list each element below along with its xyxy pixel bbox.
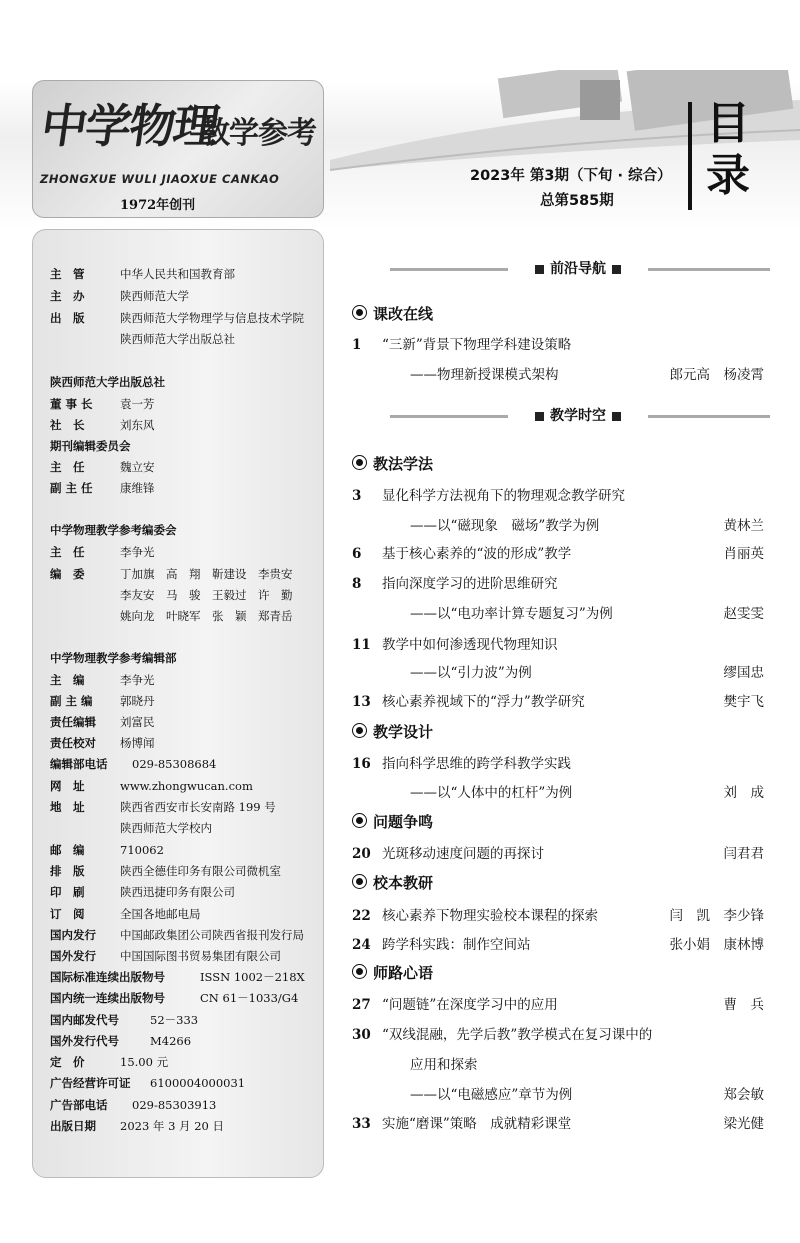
info-label: 副 主 编 <box>50 694 93 708</box>
page-number: 6 <box>352 546 362 562</box>
info-row <box>50 417 155 433</box>
info-label: 出版日期 <box>50 1119 96 1133</box>
info-value: 陕西师范大学校内 <box>120 821 212 835</box>
category-heading <box>352 303 433 324</box>
info-row <box>50 884 235 900</box>
article-title: 核心素养视域下的“浮力”教学研究 <box>382 694 585 710</box>
info-row <box>50 969 305 985</box>
founded-year: 1972年创刊 <box>120 198 196 213</box>
page-number: 16 <box>352 756 371 772</box>
info-row <box>50 1097 216 1113</box>
toc-subtitle <box>410 363 764 383</box>
info-value: 陕西师范大学 <box>120 289 189 303</box>
info-row <box>50 608 293 624</box>
info-row <box>50 266 235 282</box>
info-row <box>50 459 155 475</box>
divider <box>688 102 692 210</box>
info-value: 姚向龙 叶晓军 张 颖 郑青岳 <box>120 609 293 623</box>
info-row <box>50 566 293 582</box>
category-label: 教法学法 <box>373 455 434 473</box>
info-value: 杨博闻 <box>120 736 155 750</box>
info-row <box>50 756 216 772</box>
article-author: 闫 凯 李少锋 <box>669 908 764 924</box>
contents-heading-char-2: 录 <box>706 150 750 201</box>
category-heading <box>352 872 433 893</box>
info-value: 陕西迅捷印务有限公司 <box>120 885 235 899</box>
article-author: 樊宇飞 <box>723 694 764 710</box>
info-value: 全国各地邮电局 <box>120 907 201 921</box>
toc-subtitle <box>410 1083 764 1103</box>
info-value: 陕西师范大学出版总社 <box>120 332 235 346</box>
contents-heading <box>700 98 756 202</box>
info-row <box>50 1033 191 1049</box>
info-value: 刘富民 <box>120 715 155 729</box>
info-label: 国际标准连续出版物号 <box>50 970 165 984</box>
info-row <box>50 480 155 496</box>
article-title: 指向科学思维的跨学科教学实践 <box>382 756 571 772</box>
article-title: 基于核心素养的“波的形成”教学 <box>382 546 572 562</box>
toc-subtitle <box>410 514 764 534</box>
info-row <box>50 544 155 560</box>
banner-line-left <box>390 268 508 271</box>
info-label: 广告经营许可证 <box>50 1076 131 1090</box>
info-row <box>50 799 276 815</box>
info-label: 国外发行代号 <box>50 1034 119 1048</box>
category-label: 问题争鸣 <box>373 813 434 831</box>
info-value: 陕西省西安市长安南路 199 号 <box>120 800 276 814</box>
journal-pinyin: ZHONGXUE WULI JIAOXUE CANKAO <box>40 172 280 186</box>
target-bullet-icon <box>352 723 367 738</box>
toc-entry <box>352 690 764 710</box>
info-label: 责任校对 <box>50 736 96 750</box>
info-label: 主 办 <box>50 289 85 303</box>
info-label: 副 主 任 <box>50 481 93 495</box>
article-author: 郎元高 杨凌霄 <box>669 367 764 383</box>
info-value: 2023 年 3 月 20 日 <box>120 1119 224 1133</box>
info-label: 邮 编 <box>50 843 85 857</box>
info-label: 广告部电话 <box>50 1098 108 1112</box>
article-subtitle: ——以“磁现象 磁场”教学为例 <box>410 518 600 534</box>
info-value: CN 61－1033/G4 <box>200 991 299 1005</box>
article-title: 指向深度学习的进阶思维研究 <box>382 576 558 592</box>
info-row <box>50 396 155 412</box>
info-row <box>50 587 293 603</box>
info-label: 印 刷 <box>50 885 85 899</box>
article-author: 黄林兰 <box>723 518 764 534</box>
target-bullet-icon <box>352 455 367 470</box>
article-subtitle: ——以“电功率计算专题复习”为例 <box>410 606 613 622</box>
info-label: 国外发行 <box>50 949 96 963</box>
category-label: 教学设计 <box>373 723 434 741</box>
info-label: 中学物理教学参考编委会 <box>50 523 177 537</box>
info-label: 中学物理教学参考编辑部 <box>50 651 177 665</box>
toc-entry <box>352 1112 764 1132</box>
page-number: 20 <box>352 846 371 862</box>
info-value: 029-85303913 <box>132 1098 217 1112</box>
page-number: 3 <box>352 488 362 504</box>
article-title-continued: 应用和探索 <box>410 1057 478 1073</box>
toc-entry <box>352 842 764 862</box>
info-value: 6100004000031 <box>150 1076 246 1090</box>
info-value: 中国邮政集团公司陕西省报刊发行局 <box>120 928 304 942</box>
toc-entry <box>352 904 764 924</box>
info-row <box>50 948 281 964</box>
info-row <box>50 1054 168 1070</box>
toc-subtitle <box>410 602 764 622</box>
page-number: 8 <box>352 576 362 592</box>
target-bullet-icon <box>352 813 367 828</box>
info-label: 主 任 <box>50 545 85 559</box>
toc-subtitle <box>410 661 764 681</box>
article-subtitle: ——以“电磁感应”章节为例 <box>410 1087 573 1103</box>
info-row <box>50 522 177 538</box>
info-label: 定 价 <box>50 1055 85 1069</box>
article-author: 郑会敏 <box>723 1087 764 1103</box>
info-label: 国内统一连续出版物号 <box>50 991 165 1005</box>
info-row <box>50 820 212 836</box>
info-label: 国内邮发代号 <box>50 1013 119 1027</box>
info-row <box>50 374 165 390</box>
article-title: “双线混融，先学后教”教学模式在复习课中的 <box>382 1027 653 1043</box>
section-title: 教学时空 <box>508 405 648 425</box>
info-row <box>50 438 131 454</box>
info-row <box>50 735 155 751</box>
toc-entry <box>352 542 764 562</box>
banner-line-right <box>648 268 770 271</box>
info-value: 710062 <box>120 843 164 857</box>
journal-logo-subtitle: 教学参考 <box>200 116 316 151</box>
info-label: 主 任 <box>50 460 85 474</box>
info-value: 陕西全德佳印务有限公司微机室 <box>120 864 281 878</box>
page-number: 33 <box>352 1116 371 1132</box>
page-number: 11 <box>352 637 371 653</box>
info-label: 陕西师范大学出版总社 <box>50 375 165 389</box>
info-row <box>50 650 177 666</box>
page-number: 13 <box>352 694 371 710</box>
banner-line-left <box>390 415 508 418</box>
info-label: 出 版 <box>50 311 85 325</box>
banner-line-right <box>648 415 770 418</box>
info-row <box>50 714 155 730</box>
article-title: 教学中如何渗透现代物理知识 <box>382 637 558 653</box>
article-author: 缪国忠 <box>723 665 764 681</box>
toc-entry <box>352 572 764 592</box>
info-row <box>50 331 235 347</box>
info-label: 地 址 <box>50 800 85 814</box>
info-label: 主 管 <box>50 267 85 281</box>
info-label: 责任编辑 <box>50 715 96 729</box>
info-label: 董 事 长 <box>50 397 93 411</box>
article-title: 光斑移动速度问题的再探讨 <box>382 846 544 862</box>
page-number: 30 <box>352 1027 371 1043</box>
target-bullet-icon <box>352 964 367 979</box>
article-subtitle: ——以“人体中的杠杆”为例 <box>410 785 573 801</box>
article-title: “三新”背景下物理学科建设策略 <box>382 337 572 353</box>
info-value: 李友安 马 骏 王毅过 许 勤 <box>120 588 293 602</box>
info-value: 李争光 <box>120 545 155 559</box>
toc-entry <box>352 933 764 953</box>
info-row <box>50 863 281 879</box>
info-value: 康维锋 <box>120 481 155 495</box>
article-author: 曹 兵 <box>723 997 764 1013</box>
toc-entry <box>352 333 764 353</box>
info-label: 排 版 <box>50 864 85 878</box>
article-author: 刘 成 <box>723 785 764 801</box>
section-banner-frontier <box>390 258 770 280</box>
category-heading <box>352 721 433 742</box>
info-label: 国内发行 <box>50 928 96 942</box>
info-value: www.zhongwucan.com <box>120 779 253 793</box>
info-value: 魏立安 <box>120 460 155 474</box>
target-bullet-icon <box>352 305 367 320</box>
section-banner-teaching <box>390 405 770 427</box>
info-row <box>50 1118 224 1134</box>
page-number: 1 <box>352 337 362 353</box>
page-number: 22 <box>352 908 371 924</box>
info-value: 郭晓丹 <box>120 694 155 708</box>
article-subtitle: ——物理新授课模式架构 <box>410 367 559 383</box>
info-row <box>50 906 201 922</box>
category-label: 师路心语 <box>373 964 434 982</box>
article-subtitle: ——以“引力波”为例 <box>410 665 532 681</box>
info-label: 主 编 <box>50 673 85 687</box>
info-value: 中华人民共和国教育部 <box>120 267 235 281</box>
info-label: 期刊编辑委员会 <box>50 439 131 453</box>
info-row <box>50 842 164 858</box>
info-row <box>50 672 155 688</box>
contents-heading-char-1: 目 <box>706 98 750 149</box>
info-value: 陕西师范大学物理学与信息技术学院 <box>120 311 304 325</box>
info-label: 编 委 <box>50 567 85 581</box>
target-bullet-icon <box>352 874 367 889</box>
toc-entry <box>352 993 764 1013</box>
info-row <box>50 693 155 709</box>
info-row <box>50 927 304 943</box>
toc-entry <box>352 484 764 504</box>
article-title: 跨学科实践：制作空间站 <box>382 937 531 953</box>
article-author: 梁光健 <box>723 1116 764 1132</box>
toc-entry <box>352 1023 764 1043</box>
article-title: 显化科学方法视角下的物理观念教学研究 <box>382 488 625 504</box>
info-value: 袁一芳 <box>120 397 155 411</box>
section-title: 前沿导航 <box>508 258 648 278</box>
info-value: 刘东风 <box>120 418 155 432</box>
info-label: 网 址 <box>50 779 85 793</box>
total-issue-number: 总第585期 <box>540 193 614 209</box>
article-author: 闫君君 <box>723 846 764 862</box>
info-label: 编辑部电话 <box>50 757 108 771</box>
info-value: 029-85308684 <box>132 757 217 771</box>
article-author: 肖丽英 <box>723 546 764 562</box>
info-value: 中国国际图书贸易集团有限公司 <box>120 949 281 963</box>
info-row <box>50 1012 198 1028</box>
info-value: 52－333 <box>150 1013 199 1027</box>
toc-title-continuation <box>410 1053 478 1073</box>
info-row <box>50 1075 245 1091</box>
journal-logo-title: 中学物理 <box>37 99 222 153</box>
category-label: 校本教研 <box>373 874 434 892</box>
category-heading <box>352 811 433 832</box>
article-title: “问题链”在深度学习中的应用 <box>382 997 558 1013</box>
article-title: 核心素养下物理实验校本课程的探索 <box>382 908 598 924</box>
info-label: 订 阅 <box>50 907 85 921</box>
info-value: ISSN 1002－218X <box>200 970 305 984</box>
toc-entry <box>352 633 764 653</box>
article-title: 实施“磨课”策略 成就精彩课堂 <box>382 1116 572 1132</box>
toc-entry <box>352 752 764 772</box>
issue-number: 2023年 第3期（下旬 · 综合） <box>470 168 672 184</box>
article-author: 张小娟 康林博 <box>669 937 764 953</box>
toc-subtitle <box>410 781 764 801</box>
category-heading <box>352 962 433 983</box>
article-author: 赵雯雯 <box>723 606 764 622</box>
info-row <box>50 778 253 794</box>
info-row <box>50 288 189 304</box>
category-label: 课改在线 <box>373 305 434 323</box>
info-value: 丁加旗 高 翔 靳建设 李贵安 <box>120 567 293 581</box>
page-number: 27 <box>352 997 371 1013</box>
info-row <box>50 990 298 1006</box>
info-value: 李争光 <box>120 673 155 687</box>
category-heading <box>352 453 433 474</box>
page-number: 24 <box>352 937 371 953</box>
info-label: 社 长 <box>50 418 85 432</box>
info-value: 15.00 元 <box>120 1055 169 1069</box>
info-value: M4266 <box>150 1034 192 1048</box>
info-row <box>50 310 304 326</box>
